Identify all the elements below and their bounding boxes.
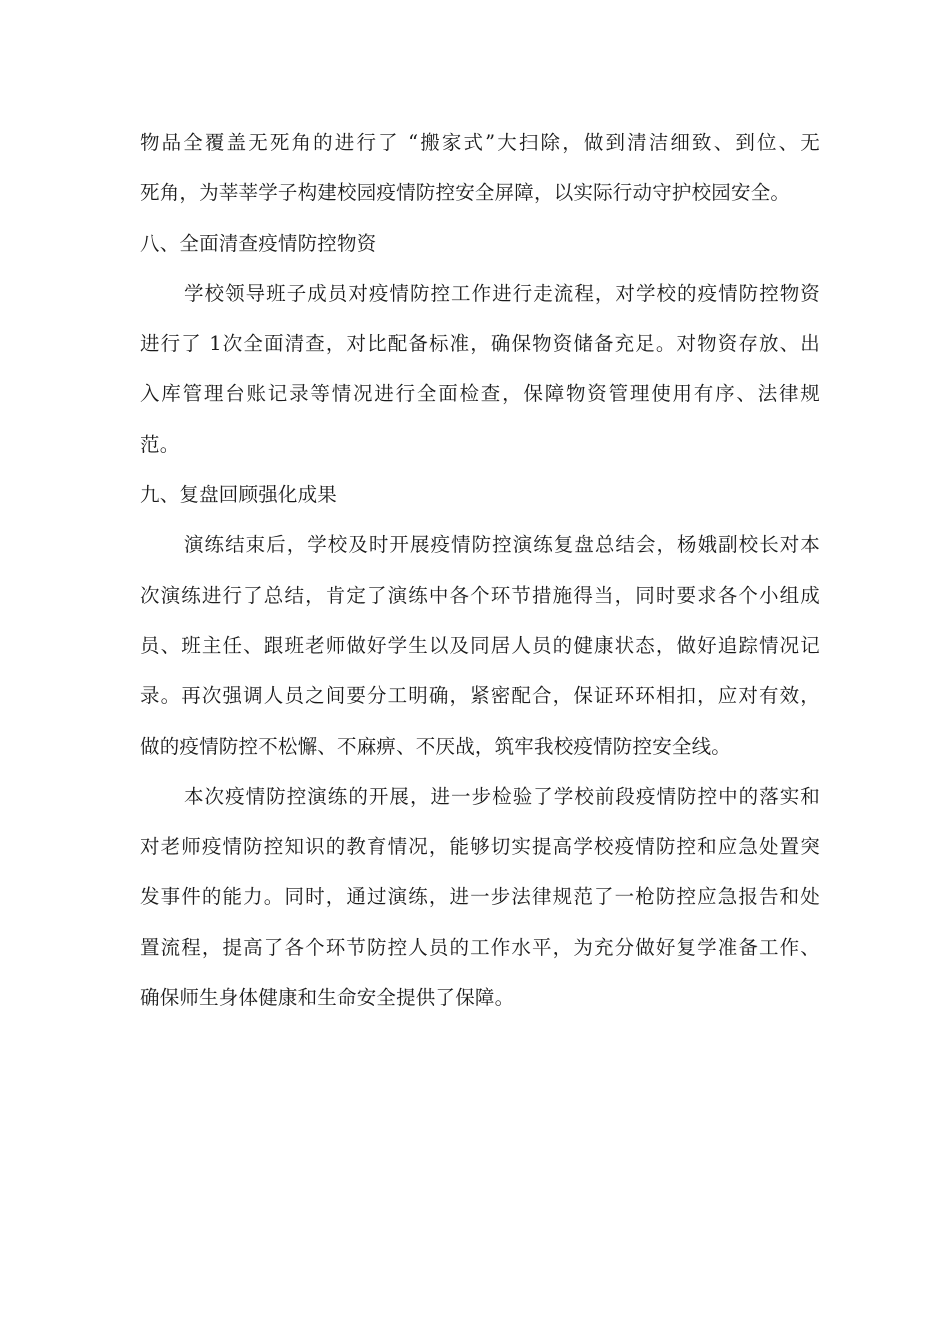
text-line: 进行了 1次全面清查，对比配备标准，确保物资储备充足。对物资存放、出 bbox=[140, 332, 820, 356]
paragraph-section-8 bbox=[140, 269, 820, 470]
paragraph-summary bbox=[140, 772, 820, 1023]
text-line: 物品全覆盖无死角的进行了 “搬家式”大扫除，做到清洁细致、到位、无 bbox=[140, 131, 820, 154]
text-line: 演练结束后，学校及时开展疫情防控演练复盘总结会，杨娥副校长对本 bbox=[184, 533, 820, 557]
paragraph-continued bbox=[140, 118, 820, 219]
text-line: 做的疫情防控不松懈、不麻痹、不厌战，筑牢我校疫情防控安全线。 bbox=[140, 734, 732, 758]
text-line: 次演练进行了总结，肯定了演练中各个环节措施得当，同时要求各个小组成 bbox=[140, 583, 820, 607]
text-line: 置流程，提高了各个环节防控人员的工作水平，为充分做好复学准备工作、 bbox=[140, 935, 820, 959]
section-heading-8 bbox=[140, 219, 820, 269]
section-heading: 九、复盘回顾强化成果 bbox=[140, 483, 338, 507]
section-heading-9 bbox=[140, 470, 820, 520]
text-line: 本次疫情防控演练的开展，进一步检验了学校前段疫情防控中的落实和 bbox=[184, 784, 820, 808]
text-line: 员、班主任、跟班老师做好学生以及同居人员的健康状态，做好追踪情况记 bbox=[140, 633, 820, 657]
document-body bbox=[140, 118, 820, 1023]
text-line: 学校领导班子成员对疫情防控工作进行走流程，对学校的疫情防控物资 bbox=[184, 281, 820, 305]
text-line: 死角，为莘莘学子构建校园疫情防控安全屏障，以实际行动守护校园安全。 bbox=[140, 181, 791, 205]
text-line: 入库管理台账记录等情况进行全面检查，保障物资管理使用有序、法律规 bbox=[140, 382, 820, 406]
text-line: 范。 bbox=[140, 432, 180, 456]
text-line: 录。再次强调人员之间要分工明确，紧密配合，保证环环相扣，应对有效， bbox=[140, 684, 820, 708]
section-heading: 八、全面清查疫情防控物资 bbox=[140, 231, 377, 255]
text-line: 对老师疫情防控知识的教育情况，能够切实提高学校疫情防控和应急处置突 bbox=[140, 835, 820, 859]
text-line: 确保师生身体健康和生命安全提供了保障。 bbox=[140, 986, 515, 1010]
text-line: 发事件的能力。同时，通过演练，进一步法律规范了一枪防控应急报告和处 bbox=[140, 885, 820, 909]
paragraph-section-9 bbox=[140, 520, 820, 771]
